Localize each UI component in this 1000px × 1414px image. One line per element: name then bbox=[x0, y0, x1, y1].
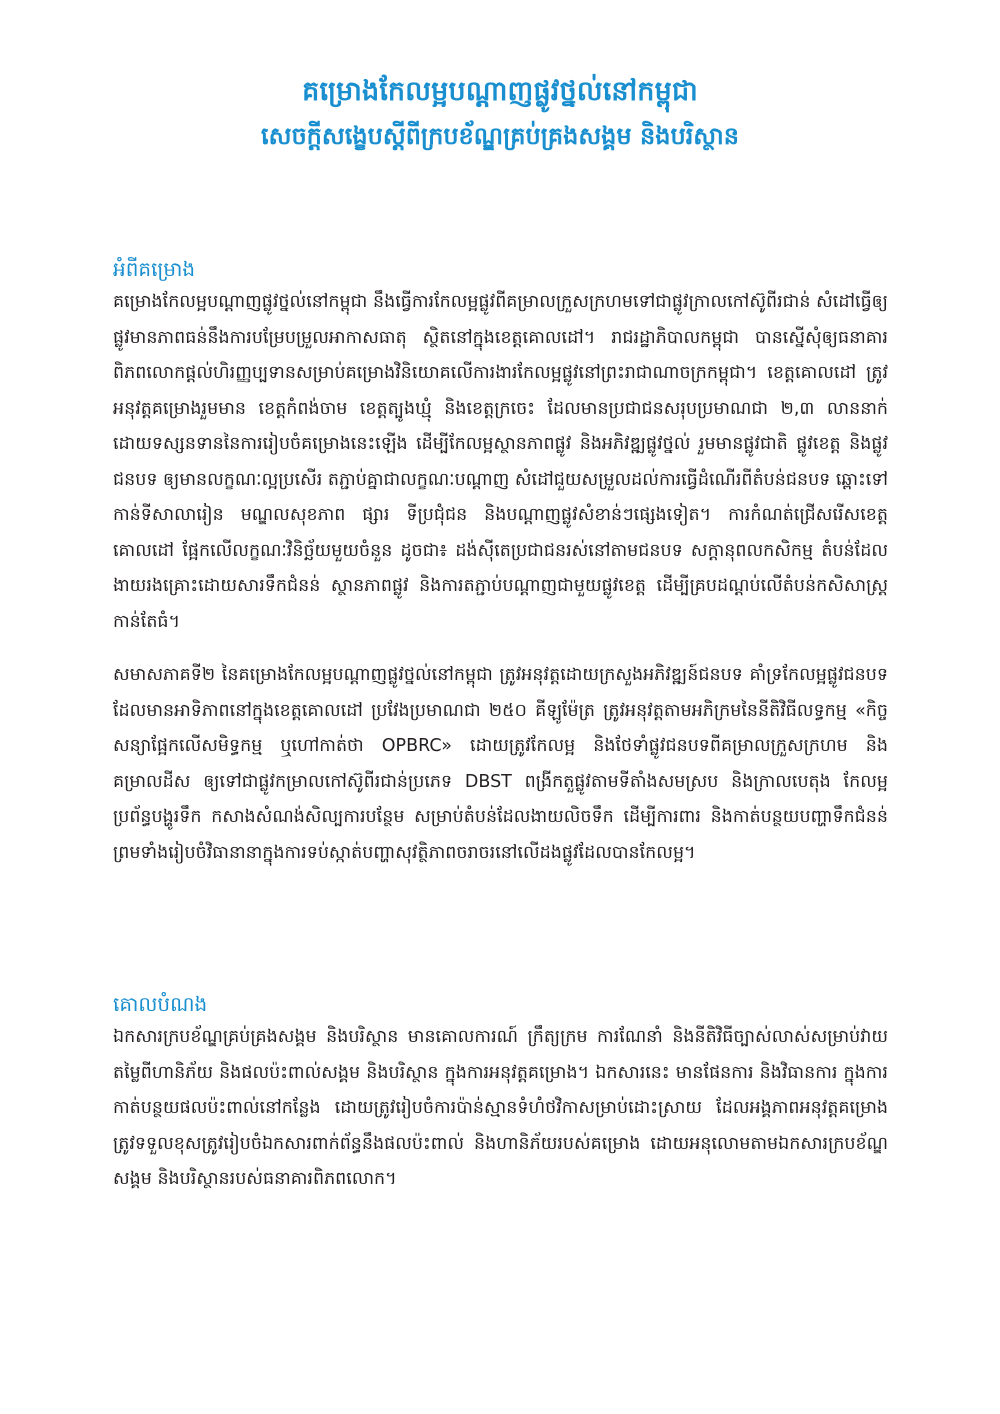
section-objective bbox=[113, 988, 888, 1198]
paragraph-about-2: សមាសភាគទី២ នៃគម្រោងកែលម្អបណ្តាញផ្លូវថ្នល់នៅកម្ពុជា ត្រូវអនុវត្តដោយក្រសួងអភិវឌ្ឍន៍ជនបទ គាំទ្រកែលម្អផ្លូវជនបទ ដែលមានអាទិភាពនៅក្នុងខេត្តគោលដៅ ប្រវែងប្រមាណជា ២៥០ គីឡូម៉ែត្រ ត្រូវអនុវត្តតាមអភិក្រមនៃនីតិវិធីលទ្ធកម្ម «កិច្ចសន្យាផ្អែកលើសមិទ្ធកម្ម ឬហៅកាត់ថា OPBRC» ដោយត្រូវកែលម្អ និងថែទាំផ្លូវជនបទពីគម្រាលក្រួសក្រហម និងគម្រាលដីស ឲ្យទៅជាផ្លូវកម្រាលកៅស៊ូពីរជាន់ប្រភេទ DBST ពង្រីកតួផ្លូវតាមទីតាំងសមស្រប និងក្រាលបេតុង កែលម្អប្រព័ន្ធបង្ហូរទឹក កសាងសំណង់សិល្បការបន្ថែម សម្រាប់តំបន់ដែលងាយលិចទឹក ដើម្បីការពារ និងកាត់បន្ថយបញ្ហាទឹកជំនន់ ព្រមទាំងរៀបចំវិធានានាក្នុងការទប់ស្កាត់បញ្ហាសុវត្ថិភាពចរាចរនៅលើដងផ្លូវដែលបានកែលម្អ។ bbox=[113, 665, 888, 863]
section-about-project bbox=[113, 253, 888, 871]
paragraph-objective-1: ឯកសារក្របខ័ណ្ឌគ្រប់គ្រងសង្គម និងបរិស្ថាន មានគោលការណ៍ ក្រឹត្យក្រម ការណែនាំ និងនីតិវិធីច្បាស់លាស់សម្រាប់វាយតម្លៃពីហានិភ័យ និងផលប៉ះពាល់សង្គម និងបរិស្ថាន ក្នុងការអនុវត្តគម្រោង។ ឯកសារនេះ មានផែនការ និងវិធានការ ក្នុងការកាត់បន្ថយផលប៉ះពាល់នៅកន្លែង ដោយត្រូវរៀបចំការប៉ាន់ស្មានទំហំថវិកាសម្រាប់ដោះស្រាយ ដែលអង្គភាពអនុវត្តគម្រោងត្រូវទទួលខុសត្រូវរៀបចំឯកសារពាក់ព័ន្ធនឹងផលប៉ះពាល់ និងហានិភ័យរបស់គម្រោង ដោយអនុលោមតាមឯកសារក្របខ័ណ្ឌសង្គម និងបរិស្ថានរបស់ធនាគារពិភពលោក។ bbox=[113, 1027, 888, 1189]
document-title bbox=[110, 70, 890, 158]
paragraph-about-1: គម្រោងកែលម្អបណ្តាញផ្លូវថ្នល់នៅកម្ពុជា នឹងធ្វើការកែលម្អផ្លូវពីគម្រាលក្រួសក្រហមទៅជាផ្លូវក្រាលកៅស៊ូពីរជាន់ សំដៅធ្វើឲ្យផ្លូវមានភាពធន់នឹងការបម្រែបម្រួលអាកាសធាតុ ស្ថិតនៅក្នុងខេត្តគោលដៅ។ រាជរដ្ឋាភិបាលកម្ពុជា បានស្នើសុំឲ្យធនាគារពិភពលោកផ្តល់ហិរញ្ញប្បទានសម្រាប់គម្រោងវិនិយោគលើការងារកែលម្អផ្លូវនៅព្រះរាជាណាចក្រកម្ពុជា។ ខេត្តគោលដៅ ត្រូវអនុវត្តគម្រោងរួមមាន ខេត្តកំពង់ចាម ខេត្តត្បូងឃ្មុំ និងខេត្តក្រចេះ ដែលមានប្រជាជនសរុបប្រមាណជា ២,៣ លាននាក់ ដោយទស្សនទាននៃការរៀបចំគម្រោងនេះឡើង ដើម្បីកែលម្អស្ថានភាពផ្លូវ និងអភិវឌ្ឍផ្លូវថ្នល់ រួមមានផ្លូវជាតិ ផ្លូវខេត្ត និងផ្លូវជនបទ ឲ្យមានលក្ខណៈល្អប្រសើរ តភ្ជាប់គ្នាជាលក្ខណៈបណ្តាញ សំដៅជួយសម្រួលដល់ការធ្វើដំណើរពីតំបន់ជនបទ ឆ្ពោះទៅកាន់ទីសាលារៀន មណ្ឌលសុខភាព ផ្សារ ទីប្រជុំជន និងបណ្តាញផ្លូវសំខាន់ៗផ្សេងទៀត។ ការកំណត់ជ្រើសរើសខេត្តគោលដៅ ផ្អែកលើលក្ខណៈវិនិច្ឆ័យមួយចំនួន ដូចជា៖ ដង់ស៊ីតេប្រជាជនរស់នៅតាមជនបទ សក្តានុពលកសិកម្ម តំបន់ដែលងាយរងគ្រោះដោយសារទឹកជំនន់ ស្ថានភាពផ្លូវ និងការតភ្ជាប់បណ្តាញជាមួយផ្លូវខេត្ត ដើម្បីគ្របដណ្តប់លើតំបន់កសិសាស្ត្រកាន់តែធំ។ bbox=[113, 292, 888, 632]
section-heading-objective: គោលបំណង bbox=[113, 992, 208, 1016]
title-project-name: គម្រោងកែលម្អបណ្តាញផ្លូវថ្នល់នៅកម្ពុជា bbox=[302, 76, 698, 107]
section-heading-about: អំពីគម្រោង bbox=[113, 257, 196, 281]
title-summary-subject: សេចក្តីសង្ខេបស្តីពីក្របខ័ណ្ឌគ្រប់គ្រងសង្គម និងបរិស្ថាន bbox=[260, 122, 740, 150]
